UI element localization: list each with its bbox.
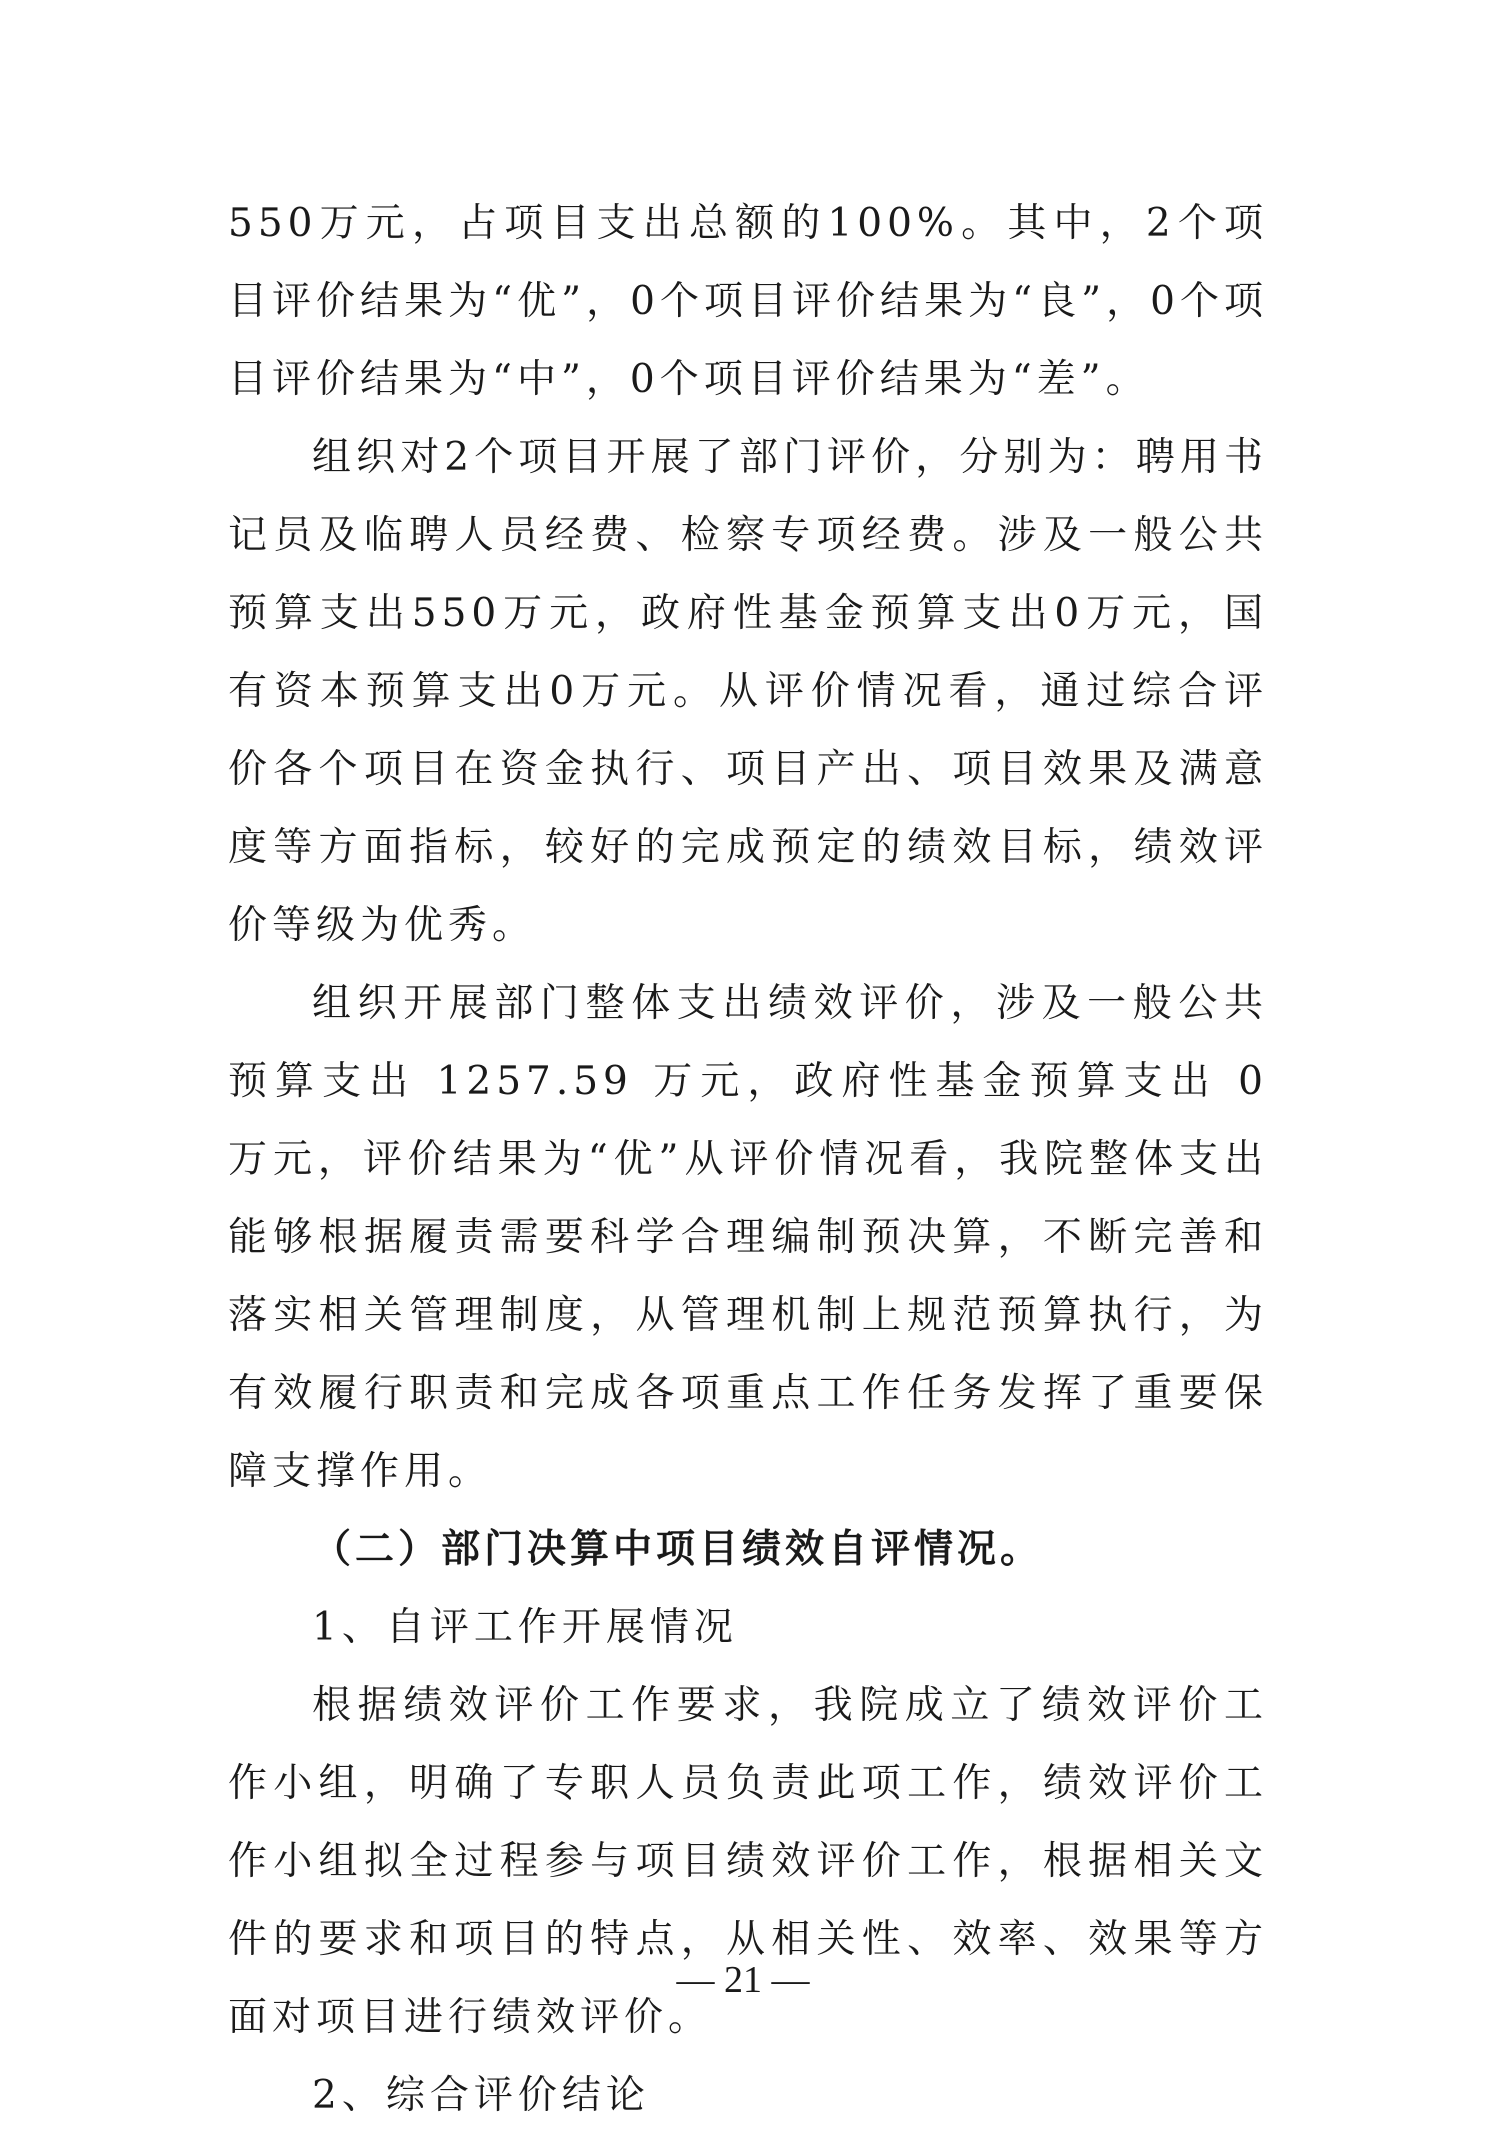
subsection-title-conclusion: 2、综合评价结论 xyxy=(312,2073,650,2118)
page-number: — 21 — xyxy=(676,1959,810,2001)
section-heading: （二）部门决算中项目绩效自评情况。 xyxy=(312,1527,1044,1572)
subsection-title-self-evaluation: 1、自评工作开展情况 xyxy=(312,1605,738,1650)
paragraph-overall-expenditure-evaluation: 组织开展部门整体支出绩效评价，涉及一般公共预算支出 1257.59 万元，政府性基金预算支出 0 万元，评价结果为“优”从评价情况看，我院整体支出能够根据履责需要科学合理编制预决算，不断完善和落实相关管理制度，从管理机制上规范预算执行，为有效履行职责和完成各项重点工作任务发挥了重要保障支撑作用。 xyxy=(228,981,1268,1494)
paragraph-self-evaluation: 根据绩效评价工作要求，我院成立了绩效评价工作小组，明确了专职人员负责此项工作，绩效评价工作小组拟全过程参与项目绩效评价工作，根据相关文件的要求和项目的特点，从相关性、效率、效果等方面对项目进行绩效评价。 xyxy=(228,1683,1268,2040)
document-body xyxy=(228,185,1268,2135)
paragraph-department-evaluation: 组织对2个项目开展了部门评价，分别为：聘用书记员及临聘人员经费、检察专项经费。涉及一般公共预算支出550万元，政府性基金预算支出0万元，国有资本预算支出0万元。从评价情况看，通过综合评价各个项目在资金执行、项目产出、项目效果及满意度等方面指标，较好的完成预定的绩效目标，绩效评价等级为优秀。 xyxy=(228,435,1268,948)
paragraph-results-summary: 550万元，占项目支出总额的100%。其中，2个项目评价结果为“优”，0个项目评价结果为“良”，0个项目评价结果为“中”，0个项目评价结果为“差”。 xyxy=(228,201,1268,402)
